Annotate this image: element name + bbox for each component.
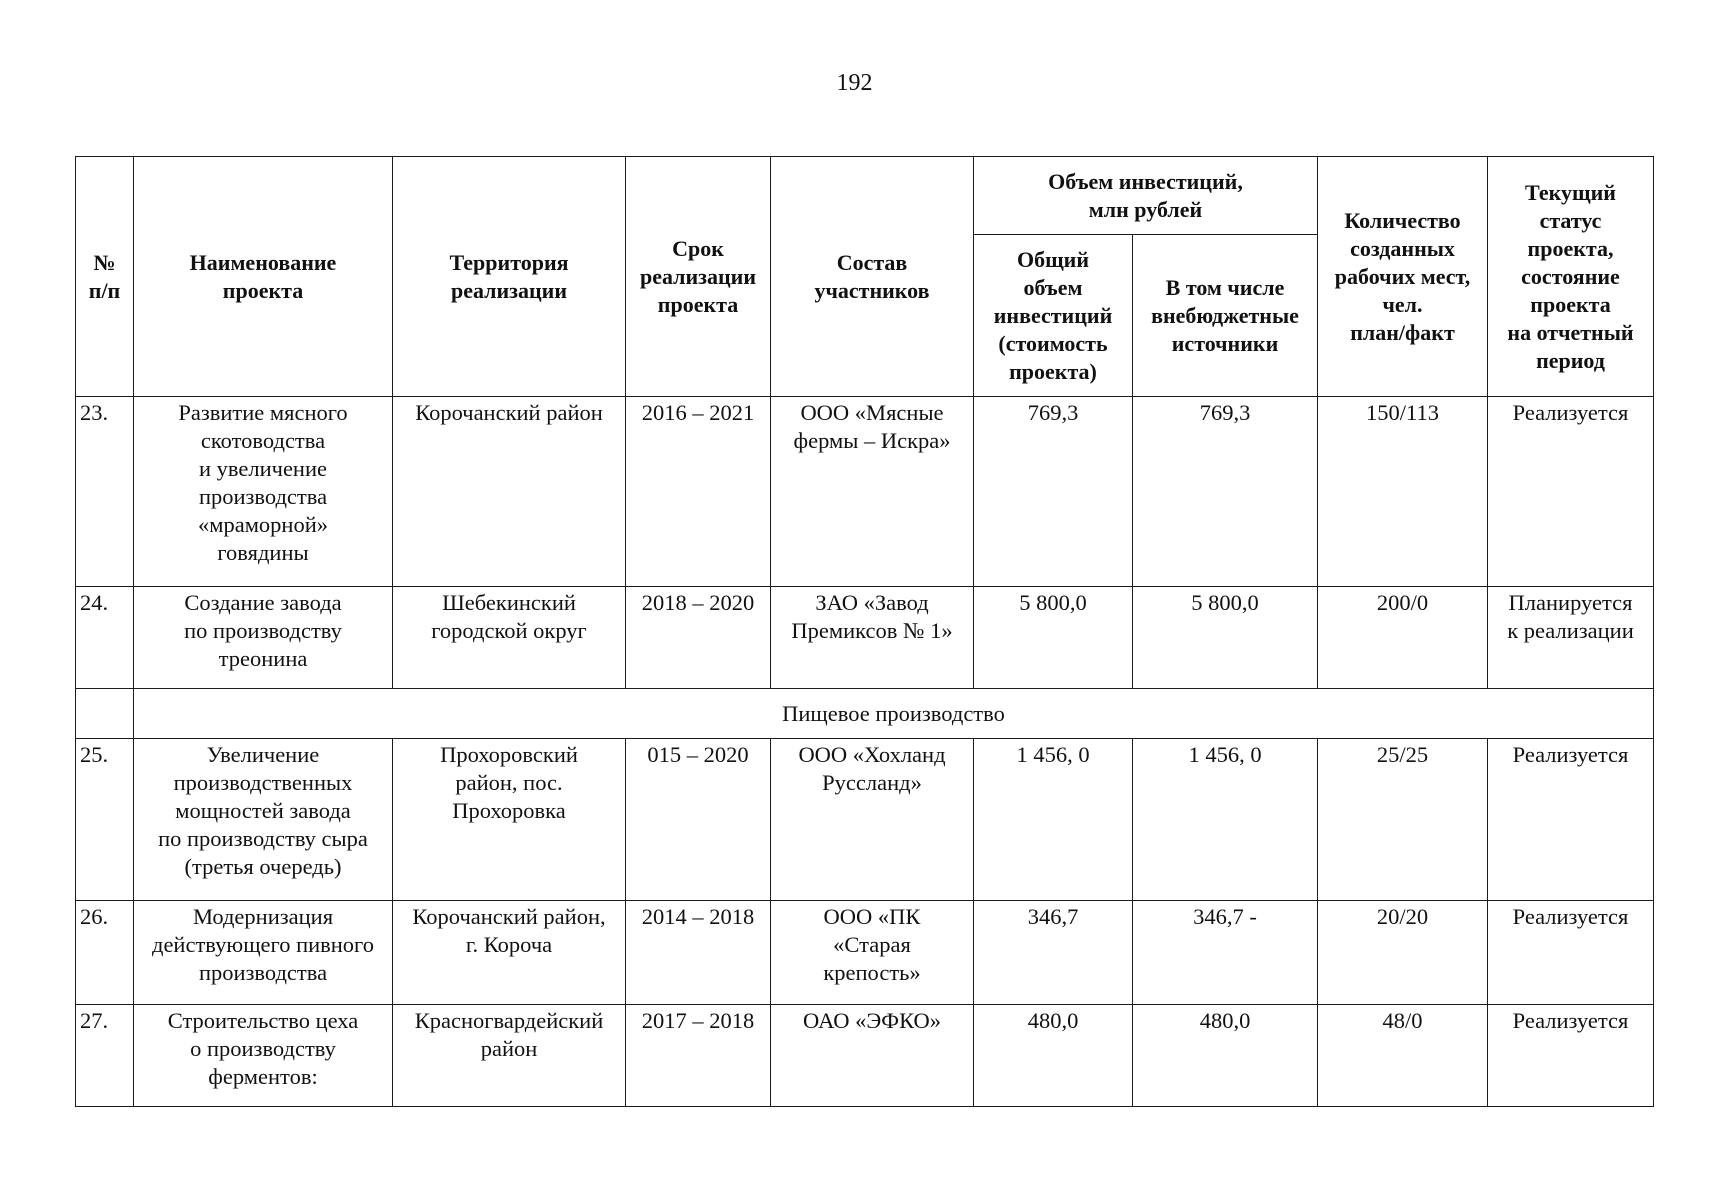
row-investment-total: 480,0 <box>974 1005 1133 1107</box>
row-investment-total: 1 456, 0 <box>974 739 1133 901</box>
row-term: 2016 – 2021 <box>626 397 771 587</box>
header-jobs: Количество созданных рабочих мест, чел. план/факт <box>1318 157 1488 397</box>
row-term: 2014 – 2018 <box>626 901 771 1005</box>
row-investment-total: 769,3 <box>974 397 1133 587</box>
row-jobs: 20/20 <box>1318 901 1488 1005</box>
row-status: Реализуется <box>1488 901 1654 1005</box>
section-row-num-blank <box>76 689 134 739</box>
row-investment-total: 5 800,0 <box>974 587 1133 689</box>
page-number: 192 <box>836 70 873 96</box>
row-num: 27. <box>76 1005 134 1107</box>
header-investment-extra: В том числе внебюджетные источники <box>1133 235 1318 397</box>
row-num: 23. <box>76 397 134 587</box>
row-investment-extra: 480,0 <box>1133 1005 1318 1107</box>
row-participants: ООО «Хохланд Руссланд» <box>771 739 974 901</box>
row-status: Реализуется <box>1488 1005 1654 1107</box>
row-status: Реализуется <box>1488 739 1654 901</box>
row-num: 24. <box>76 587 134 689</box>
row-jobs: 48/0 <box>1318 1005 1488 1107</box>
row-name: Строительство цеха о производству ферментов: <box>134 1005 393 1107</box>
section-title: Пищевое производство <box>134 689 1654 739</box>
row-jobs: 25/25 <box>1318 739 1488 901</box>
row-num: 25. <box>76 739 134 901</box>
row-territory: Красногвардейский район <box>393 1005 626 1107</box>
row-territory: Корочанский район <box>393 397 626 587</box>
row-participants: ООО «ПК «Старая крепость» <box>771 901 974 1005</box>
row-investment-extra: 5 800,0 <box>1133 587 1318 689</box>
row-investment-extra: 346,7 - <box>1133 901 1318 1005</box>
row-participants: ОАО «ЭФКО» <box>771 1005 974 1107</box>
row-territory: Шебекинский городской округ <box>393 587 626 689</box>
row-name: Развитие мясного скотоводства и увеличение производства «мраморной» говядины <box>134 397 393 587</box>
header-name: Наименование проекта <box>134 157 393 397</box>
row-status: Реализуется <box>1488 397 1654 587</box>
row-investment-extra: 769,3 <box>1133 397 1318 587</box>
table-row <box>76 901 1654 1005</box>
row-num: 26. <box>76 901 134 1005</box>
row-investment-extra: 1 456, 0 <box>1133 739 1318 901</box>
table-body <box>76 397 1654 1107</box>
row-name: Увеличение производственных мощностей завода по производству сыра (третья очередь) <box>134 739 393 901</box>
header-status: Текущий статус проекта, состояние проекта на отчетный период <box>1488 157 1654 397</box>
row-territory: Корочанский район, г. Короча <box>393 901 626 1005</box>
row-investment-total: 346,7 <box>974 901 1133 1005</box>
table-row <box>76 1005 1654 1107</box>
row-name: Модернизация действующего пивного производства <box>134 901 393 1005</box>
header-investment-total: Общий объем инвестиций (стоимость проекта) <box>974 235 1133 397</box>
header-territory: Территория реализации <box>393 157 626 397</box>
row-name: Создание завода по производству треонина <box>134 587 393 689</box>
row-term: 2018 – 2020 <box>626 587 771 689</box>
projects-table <box>75 156 1654 1107</box>
section-row <box>76 689 1654 739</box>
row-jobs: 200/0 <box>1318 587 1488 689</box>
row-territory: Прохоровский район, пос. Прохоровка <box>393 739 626 901</box>
table-row <box>76 587 1654 689</box>
row-participants: ООО «Мясные фермы – Искра» <box>771 397 974 587</box>
row-term: 015 – 2020 <box>626 739 771 901</box>
header-row-top <box>76 157 1654 235</box>
row-participants: ЗАО «Завод Премиксов № 1» <box>771 587 974 689</box>
header-investment-group: Объем инвестиций, млн рублей <box>974 157 1318 235</box>
header-num: № п/п <box>76 157 134 397</box>
row-jobs: 150/113 <box>1318 397 1488 587</box>
header-term: Срок реализации проекта <box>626 157 771 397</box>
table-row <box>76 739 1654 901</box>
row-term: 2017 – 2018 <box>626 1005 771 1107</box>
table-row <box>76 397 1654 587</box>
row-status: Планируется к реализации <box>1488 587 1654 689</box>
header-participants: Состав участников <box>771 157 974 397</box>
